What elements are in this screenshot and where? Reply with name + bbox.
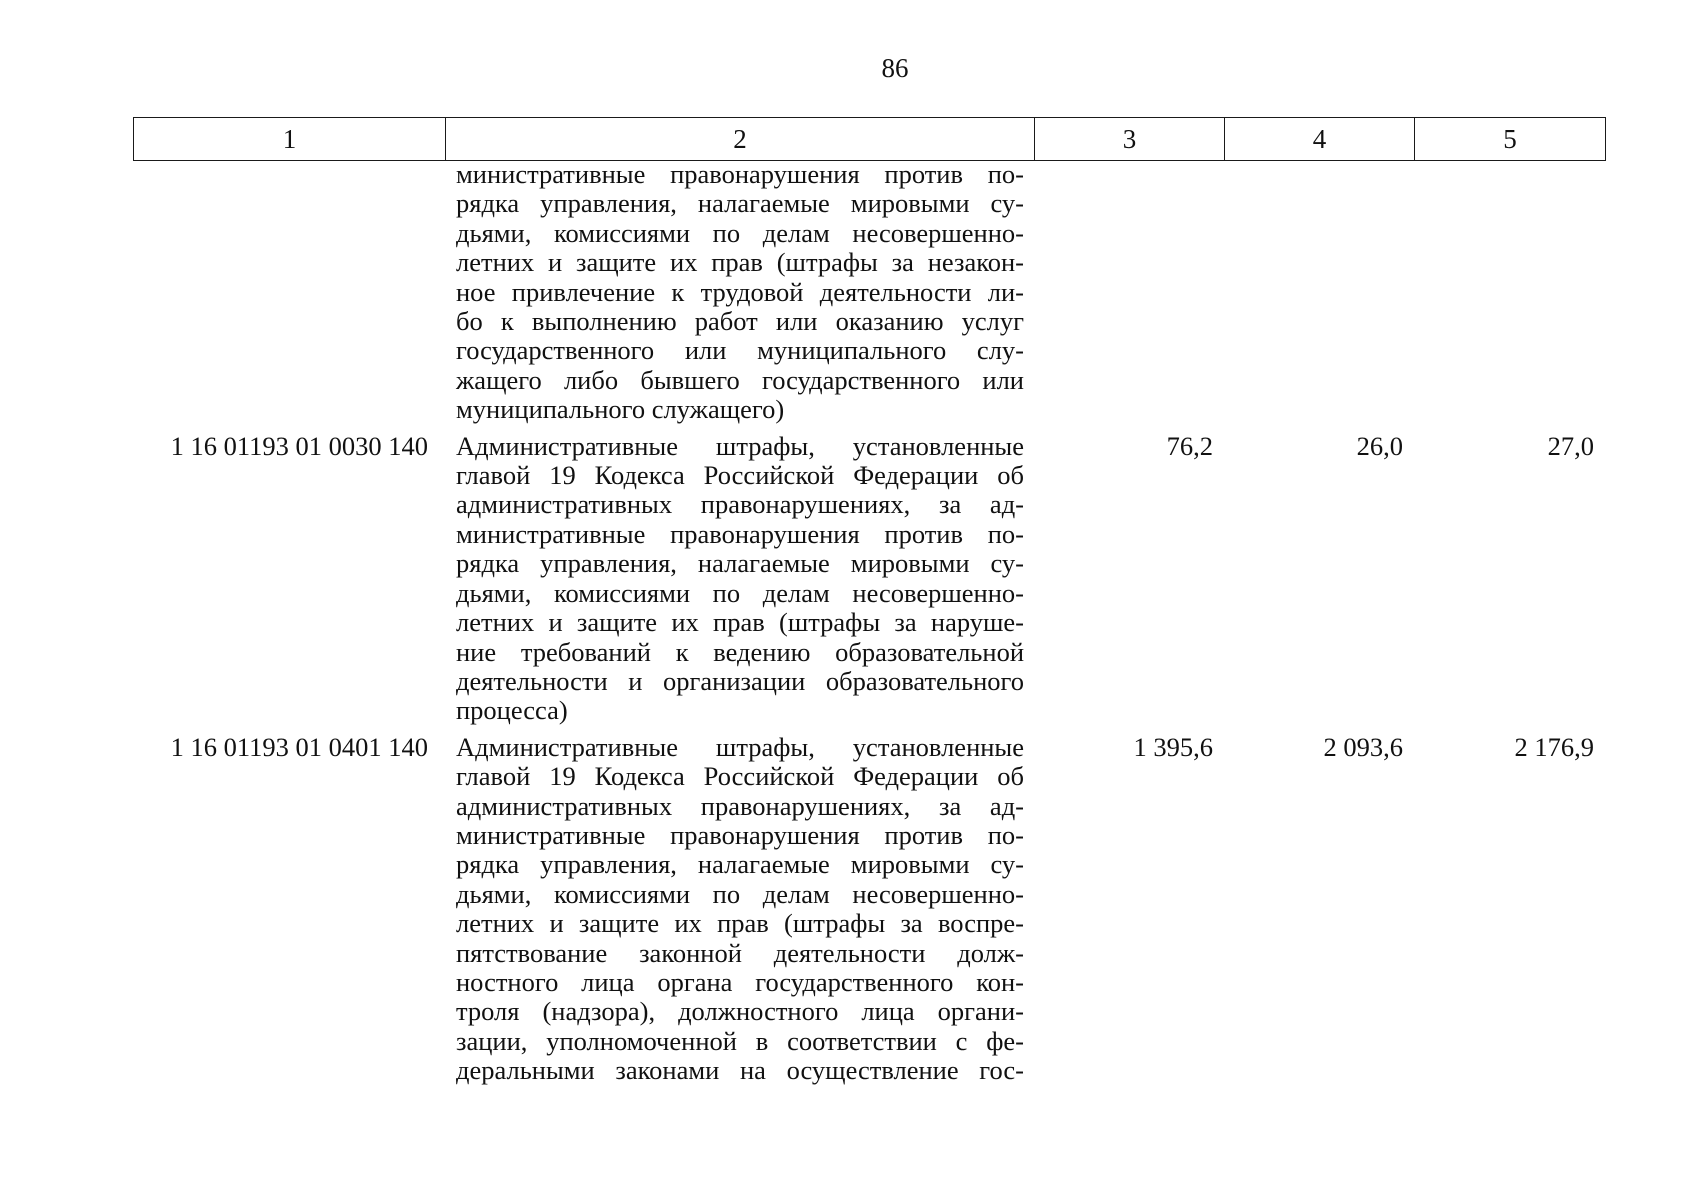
value-col-5: 27,0 (1547, 430, 1594, 461)
description-line: жащего либо бывшего государственного или (456, 364, 1024, 395)
description-line: муниципального служащего) (456, 394, 785, 425)
header-col-1: 1 (134, 118, 446, 161)
description-line: деятельности и организации образовательного (456, 665, 1024, 696)
value-col-3 (1034, 160, 1224, 425)
description-line: деральными законами на осуществление гос- (456, 1055, 1024, 1086)
description-line: ностного лица органа государственного кон- (456, 966, 1024, 997)
header-col-3: 3 (1035, 118, 1225, 161)
description-line: пятствование законной деятельности долж- (456, 937, 1024, 968)
description-line: государственного или муниципального слу- (456, 335, 1024, 366)
header-col-2: 2 (446, 118, 1035, 161)
description-line: министративные правонарушения против по- (456, 819, 1024, 850)
classification-code: 1 16 01193 01 0401 140 (170, 731, 428, 762)
description-line: летних и защите их прав (штрафы за воспре- (456, 908, 1024, 939)
value-col-5 (1414, 160, 1605, 425)
description-line: главой 19 Кодекса Российской Федерации об (456, 761, 1024, 792)
description-line: главой 19 Кодекса Российской Федерации об (456, 460, 1024, 491)
description-cell (445, 160, 1034, 425)
description-line: Административные штрафы, установленные (456, 731, 1024, 762)
value-col-4: 26,0 (1356, 430, 1403, 461)
description-line: ное привлечение к трудовой деятельности ли- (456, 276, 1024, 307)
description-line: министративные правонарушения против по- (456, 159, 1024, 189)
table-row (133, 425, 1605, 726)
description-line: троля (надзора), должностного лица органи- (456, 996, 1024, 1027)
page-number: 86 (881, 53, 909, 83)
description-line: дьями, комиссиями по делам несовершенно- (456, 878, 1024, 909)
value-col-5: 2 176,9 (1514, 731, 1594, 762)
value-col-4: 2 093,6 (1323, 731, 1403, 762)
description-line: летних и защите их прав (штрафы за наруше- (456, 607, 1024, 638)
description-line: дьями, комиссиями по делам несовершенно- (456, 217, 1024, 248)
description-line: летних и защите их прав (штрафы за незакон- (456, 247, 1024, 278)
description-line: ние требований к ведению образовательной (456, 636, 1024, 667)
value-col-4 (1224, 160, 1414, 425)
description-line: министративные правонарушения против по- (456, 518, 1024, 549)
revenue-table (133, 160, 1605, 1086)
description-line: административных правонарушениях, за ад- (456, 790, 1024, 821)
header-col-4: 4 (1225, 118, 1415, 161)
description-cell (445, 726, 1034, 1086)
description-line: процесса) (456, 695, 568, 726)
value-col-3: 1 395,6 (1133, 731, 1213, 762)
header-row (134, 118, 1606, 161)
classification-code (133, 160, 445, 425)
description-line: дьями, комиссиями по делам несовершенно- (456, 577, 1024, 608)
description-line: Административные штрафы, установленные (456, 430, 1024, 461)
table-row (133, 160, 1605, 425)
description-cell (445, 425, 1034, 726)
description-line: рядка управления, налагаемые мировыми су- (456, 849, 1024, 880)
table-header (133, 117, 1606, 161)
table-row (133, 726, 1605, 1086)
description-line: рядка управления, налагаемые мировыми су- (456, 548, 1024, 579)
header-col-5: 5 (1415, 118, 1606, 161)
description-line: бо к выполнению работ или оказанию услуг (456, 306, 1024, 337)
value-col-3: 76,2 (1166, 430, 1213, 461)
description-line: зации, уполномоченной в соответствии с фе- (456, 1025, 1024, 1056)
classification-code: 1 16 01193 01 0030 140 (170, 430, 428, 461)
description-line: рядка управления, налагаемые мировыми су- (456, 188, 1024, 219)
description-line: административных правонарушениях, за ад- (456, 489, 1024, 520)
